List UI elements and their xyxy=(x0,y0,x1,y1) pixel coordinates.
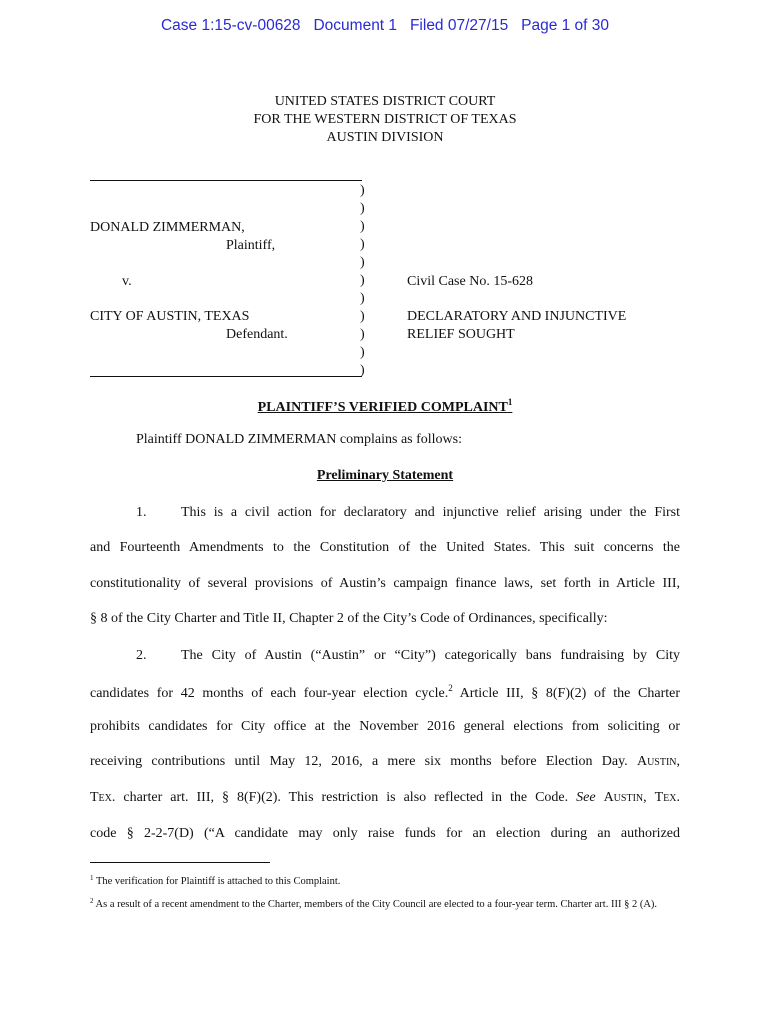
paragraph-line xyxy=(90,790,680,806)
paragraph-line: § 8 of the City Charter and Title II, Chapter 2 of the City’s Code of Ordinances, specifically: xyxy=(90,611,608,626)
caption-parentheses xyxy=(360,182,365,380)
line-text: Article III, § 8(F)(2) of the Charter xyxy=(452,686,681,701)
footnote-2 xyxy=(90,893,680,913)
footnote-rule xyxy=(90,862,270,863)
court-heading xyxy=(0,93,770,147)
paren: ) xyxy=(360,237,365,252)
line-text: receiving contributions until May 12, 2016, a mere six months before Election Day. xyxy=(90,754,628,769)
relief-line-2: RELIEF SOUGHT xyxy=(407,327,515,342)
paren: ) xyxy=(360,363,365,378)
defendant-name: CITY OF AUSTIN, TEXAS xyxy=(90,309,250,324)
paragraph-line: prohibits candidates for City office at the November 2016 general elections from soliciting or xyxy=(90,719,680,734)
footnote-mark: 2 xyxy=(90,897,94,905)
paren: ) xyxy=(360,309,365,324)
paren: ) xyxy=(360,291,365,306)
footnote-text: The verification for Plaintiff is attached to this Complaint. xyxy=(95,876,341,887)
paragraph-line: and Fourteenth Amendments to the Constitution of the United States. This suit concerns the xyxy=(90,540,680,555)
complaint-title-text: PLAINTIFF’S VERIFIED COMPLAINT xyxy=(257,400,508,415)
paragraph-line xyxy=(90,683,680,702)
footnote-ref-2[interactable]: 2 xyxy=(448,683,453,693)
court-district: FOR THE WESTERN DISTRICT OF TEXAS xyxy=(253,112,517,127)
paragraph-number: 1. xyxy=(136,505,147,520)
line-text: charter art. III, § 8(F)(2). This restriction is also reflected in the Code. xyxy=(115,790,577,805)
paragraph-line: This is a civil action for declaratory and injunctive relief arising under the First xyxy=(181,505,680,520)
defendant-role: Defendant. xyxy=(226,327,288,342)
citation-austin: Austin, xyxy=(636,754,681,769)
filing-stamp: Case 1:15-cv-00628 Document 1 Filed 07/27/15 Page 1 of 30 xyxy=(160,17,610,34)
case-number: Civil Case No. 15-628 xyxy=(407,274,533,289)
line-text: candidates for 42 months of each four-year election cycle. xyxy=(90,686,449,701)
complaint-title xyxy=(0,397,770,416)
footnote-mark: 1 xyxy=(90,874,94,882)
paren: ) xyxy=(360,183,365,198)
paragraph-line xyxy=(90,754,680,770)
paren: ) xyxy=(360,327,365,342)
plaintiff-name: DONALD ZIMMERMAN, xyxy=(90,220,245,235)
caption-bottom-rule xyxy=(90,376,362,377)
citation-tex: Tex. xyxy=(654,790,681,805)
citation-austin: Austin xyxy=(603,790,644,805)
paren: ) xyxy=(360,255,365,270)
line-text xyxy=(596,790,604,805)
paragraph-number: 2. xyxy=(136,648,147,663)
footnote-ref-1[interactable]: 1 xyxy=(507,397,513,407)
paren: ) xyxy=(360,273,365,288)
footnote-text: As a result of a recent amendment to the Charter, members of the City Council are elected to a four-year term. Charter art. III § 2 (A). xyxy=(95,899,658,910)
line-text: , xyxy=(643,790,655,805)
section-heading: Preliminary Statement xyxy=(316,468,454,483)
intro-sentence: Plaintiff DONALD ZIMMERMAN complains as follows: xyxy=(136,432,462,447)
paragraph-line: constitutionality of several provisions of Austin’s campaign finance laws, set forth in Article III, xyxy=(90,576,680,591)
citation-tex: Tex. xyxy=(90,790,116,805)
court-name: UNITED STATES DISTRICT COURT xyxy=(274,94,496,109)
paren: ) xyxy=(360,219,365,234)
paragraph-line: code § 2-2-7(D) (“A candidate may only raise funds for an election during an authorized xyxy=(90,826,680,841)
paren: ) xyxy=(360,201,365,216)
court-division: AUSTIN DIVISION xyxy=(326,130,444,145)
relief-line-1: DECLARATORY AND INJUNCTIVE xyxy=(407,309,627,324)
signal-see: See xyxy=(576,790,596,805)
versus: v. xyxy=(122,274,132,289)
paragraph-line: The City of Austin (“Austin” or “City”) categorically bans fundraising by City xyxy=(181,648,680,663)
paren: ) xyxy=(360,345,365,360)
caption-top-rule xyxy=(90,180,362,181)
footnote-1 xyxy=(90,870,680,890)
plaintiff-role: Plaintiff, xyxy=(226,238,276,253)
